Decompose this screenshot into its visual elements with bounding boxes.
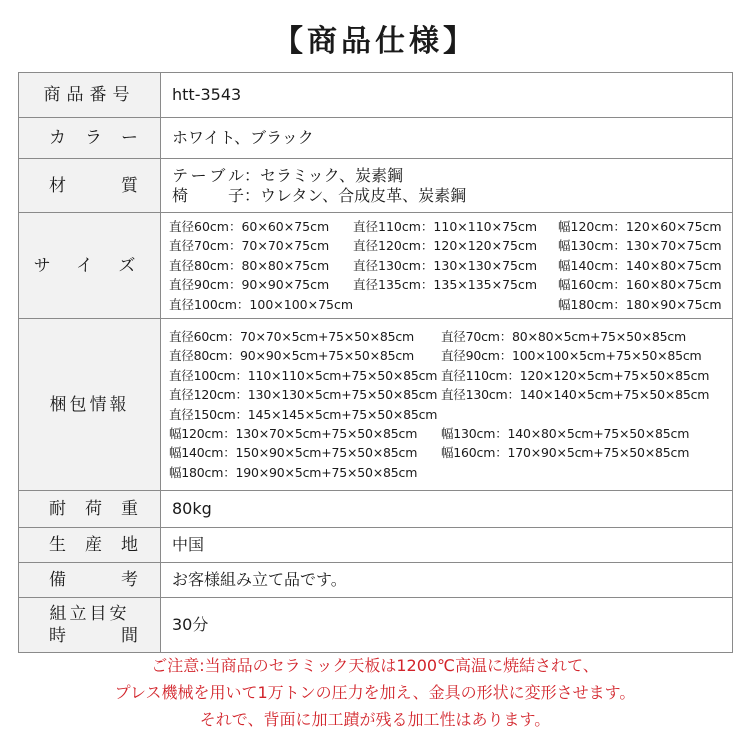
size-entry: 直径90cm：90×90×75cm [169, 277, 330, 293]
notice-text [0, 652, 750, 733]
notice-line: ご注意:当商品のセラミック天板は1200℃高温に焼結されて、 [151, 656, 599, 675]
material-table-key [172, 166, 244, 186]
label-load-char: 耐 [49, 499, 66, 519]
material-key-char: テ [172, 165, 189, 185]
label-remarks-char: 備 [49, 570, 66, 590]
label-origin-char: 生 [49, 535, 66, 555]
packaging-entry: 直径60cm：70×70×5cm+75×50×85cm [169, 328, 415, 344]
label-color-char: ラ [85, 128, 102, 148]
size-entry: 幅180cm：180×90×75cm [558, 296, 722, 312]
material-key-char: ー [190, 165, 207, 185]
spec-row-assembly-time [19, 598, 733, 653]
value-product-number: htt-3543 [161, 73, 733, 118]
spec-row-origin [19, 528, 733, 563]
material-key-char: ル [227, 165, 244, 185]
value-packaging [161, 319, 733, 491]
material-chair-key [172, 186, 244, 206]
material-table-line [172, 166, 732, 186]
label-assembly-time [19, 598, 161, 653]
value-origin: 中国 [161, 528, 733, 563]
label-load-char: 荷 [85, 499, 102, 519]
value-assembly-time: 30分 [161, 598, 733, 653]
packaging-entry: 幅130cm：140×80×5cm+75×50×85cm [441, 425, 690, 441]
label-color-char: ー [121, 128, 138, 148]
packaging-entry: 直径80cm：90×90×5cm+75×50×85cm [169, 348, 415, 364]
size-grid [169, 217, 732, 315]
size-entry: 幅130cm：130×70×75cm [558, 238, 722, 254]
notice-line: それで、背面に加工蹟が残る加工性はあります。 [199, 710, 551, 729]
packaging-entry: 幅140cm：150×90×5cm+75×50×85cm [169, 445, 418, 461]
value-material [161, 159, 733, 213]
packaging-entry: 直径110cm：120×120×5cm+75×50×85cm [441, 367, 710, 383]
material-chair-line [172, 186, 732, 206]
packaging-entry: 直径100cm：110×110×5cm+75×50×85cm [169, 367, 438, 383]
material-key-char: 椅 [172, 185, 189, 205]
packaging-entry: 幅160cm：170×90×5cm+75×50×85cm [441, 445, 690, 461]
size-entry: 直径60cm：60×60×75cm [169, 218, 330, 234]
material-chair-value: ：ウレタン、合成皮革、炭素鋼 [244, 185, 467, 205]
material-key-char: 子 [227, 185, 244, 205]
label-material [19, 159, 161, 213]
size-entry: 直径100cm：100×100×75cm [169, 296, 354, 312]
packaging-entry: 直径70cm：80×80×5cm+75×50×85cm [441, 328, 687, 344]
value-size [161, 213, 733, 319]
label-material-char: 質 [121, 175, 138, 196]
spec-row-remarks [19, 563, 733, 598]
spec-row-material [19, 159, 733, 213]
packaging-entry [441, 405, 731, 424]
label-size: サ イ ズ [19, 213, 161, 319]
label-material-char: 材 [49, 175, 66, 196]
material-table-value: ：セラミック、炭素鋼 [244, 165, 404, 185]
label-assembly-line1: 組立目安 [49, 604, 130, 624]
size-entry: 直径135cm：135×135×75cm [353, 277, 538, 293]
spec-row-product-number [19, 73, 733, 118]
label-origin-char: 地 [121, 535, 138, 555]
packaging-entry: 直径150cm：145×145×5cm+75×50×85cm [169, 406, 438, 422]
size-entry: 直径70cm：70×70×75cm [169, 238, 330, 254]
size-entry: 幅140cm：140×80×75cm [558, 257, 722, 273]
value-color: ホワイト、ブラック [161, 118, 733, 159]
label-remarks-char: 考 [121, 570, 138, 590]
packaging-entry: 直径130cm：140×140×5cm+75×50×85cm [441, 387, 710, 403]
label-origin [19, 528, 161, 563]
packaging-entry: 直径90cm：100×100×5cm+75×50×85cm [441, 348, 702, 364]
label-load-capacity [19, 491, 161, 528]
page-title: 【商品仕様】 [273, 24, 477, 59]
label-origin-char: 産 [85, 535, 102, 555]
label-packaging: 梱包情報 [19, 319, 161, 491]
label-color [19, 118, 161, 159]
spec-row-size [19, 213, 733, 319]
packaging-entry: 直径120cm：130×130×5cm+75×50×85cm [169, 387, 438, 403]
label-color-char: カ [49, 128, 66, 148]
spec-row-packaging [19, 319, 733, 491]
label-load-char: 重 [121, 499, 138, 519]
label-assembly-char: 時 [49, 626, 66, 646]
spec-table [18, 72, 733, 653]
packaging-entry: 幅180cm：190×90×5cm+75×50×85cm [169, 464, 418, 480]
label-remarks [19, 563, 161, 598]
size-entry [353, 295, 558, 315]
size-entry: 直径130cm：130×130×75cm [353, 257, 538, 273]
size-entry: 幅120cm：120×60×75cm [558, 218, 722, 234]
size-entry: 直径120cm：120×120×75cm [353, 238, 538, 254]
packaging-entry [441, 463, 731, 482]
size-entry: 幅160cm：160×80×75cm [558, 277, 722, 293]
label-assembly-char: 間 [121, 626, 138, 646]
notice-line: プレス機械を用いて1万トンの圧力を加え、金具の形状に変形させます。 [114, 683, 636, 702]
value-load-capacity: 80kg [161, 491, 733, 528]
packaging-entry: 幅120cm：130×70×5cm+75×50×85cm [169, 425, 418, 441]
size-entry: 直径110cm：110×110×75cm [353, 218, 538, 234]
material-key-char: ブ [209, 165, 226, 185]
spec-row-load-capacity [19, 491, 733, 528]
label-product-number: 商品番号 [19, 73, 161, 118]
value-remarks: お客様組み立て品です。 [161, 563, 733, 598]
label-assembly-line2 [19, 625, 160, 647]
spec-row-color [19, 118, 733, 159]
packaging-grid [169, 327, 732, 482]
size-entry: 直径80cm：80×80×75cm [169, 257, 330, 273]
